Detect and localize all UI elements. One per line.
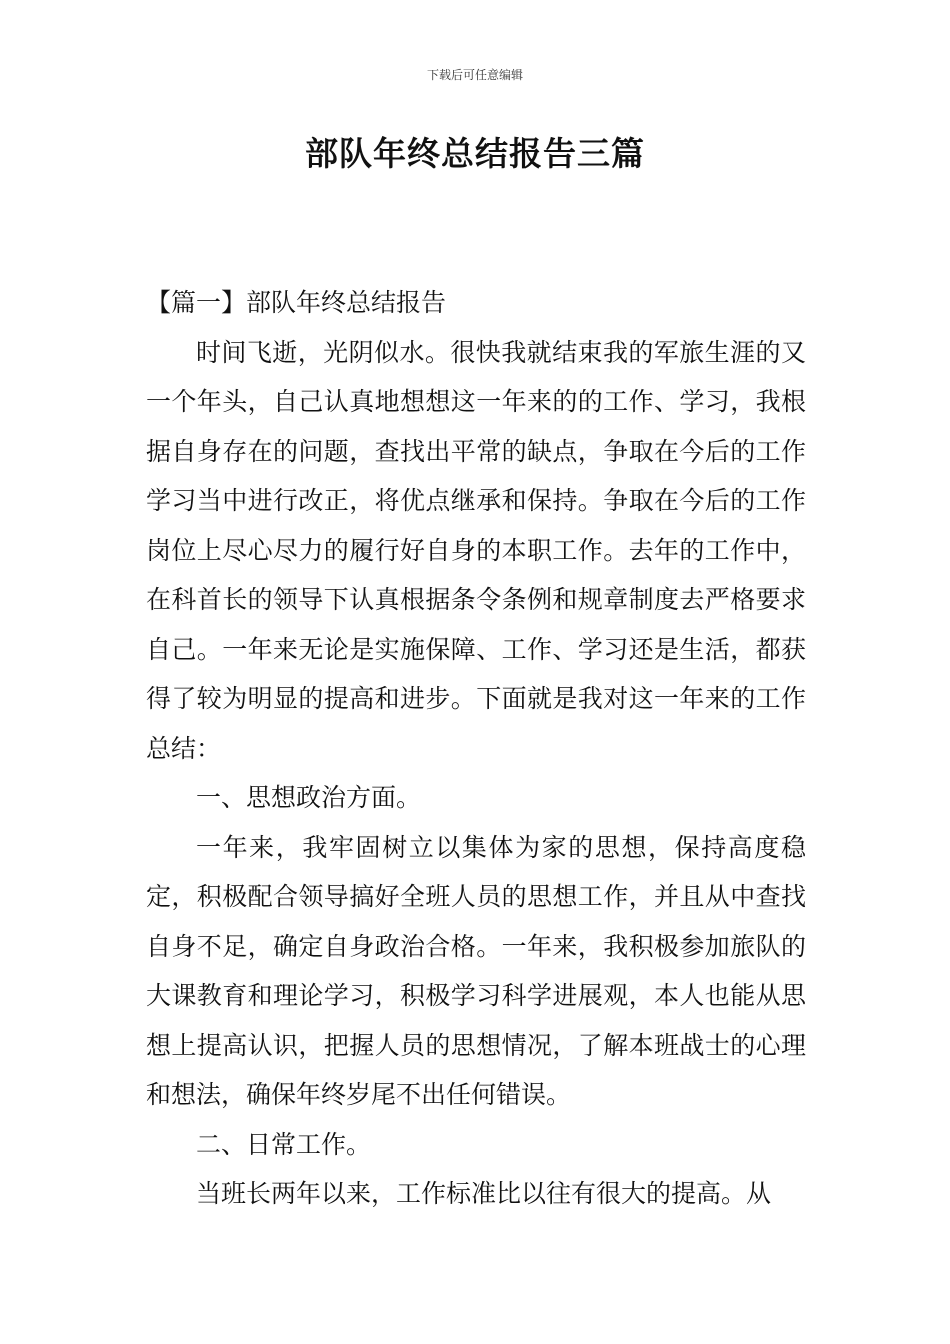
paragraph-intro: 时间飞逝，光阴似水。很快我就结束我的军旅生涯的又一个年头，自己认真地想想这一年来的的工作、学习，我根据自身存在的问题，查找出平常的缺点，争取在今后的工作学习当中进行改正，将优点继承和保持。争取在今后的工作岗位上尽心尽力的履行好自身的本职工作。去年的工作中，在科首长的领导下认真根据条令条例和规章制度去严格要求自己。一年来无论是实施保障、工作、学习还是生活，都获得了较为明显的提高和进步。下面就是我对这一年来的工作总结： [146,337,806,763]
heading-ideology: 一、思想政治方面。 [196,783,422,812]
paragraph-daily-work: 当班长两年以来，工作标准比以往有很大的提高。从 [196,1179,772,1208]
heading-daily-work: 二、日常工作。 [196,1129,372,1159]
header-note: 下载后可任意编辑 [426,68,523,82]
section-heading: 【篇一】部队年终总结报告 [146,288,447,317]
document-body [146,278,806,1219]
paragraph-ideology: 一年来，我牢固树立以集体为家的思想，保持高度稳定，积极配合领导搞好全班人员的思想工作，并且从中查找自身不足，确定自身政治合格。一年来，我积极参加旅队的大课教育和理论学习，积极学习科学进展观，本人也能从思想上提高认识，把握人员的思想情况，了解本班战士的心理和想法，确保年终岁尾不出任何错误。 [146,832,806,1109]
document-title: 部队年终总结报告三篇 [305,134,645,173]
